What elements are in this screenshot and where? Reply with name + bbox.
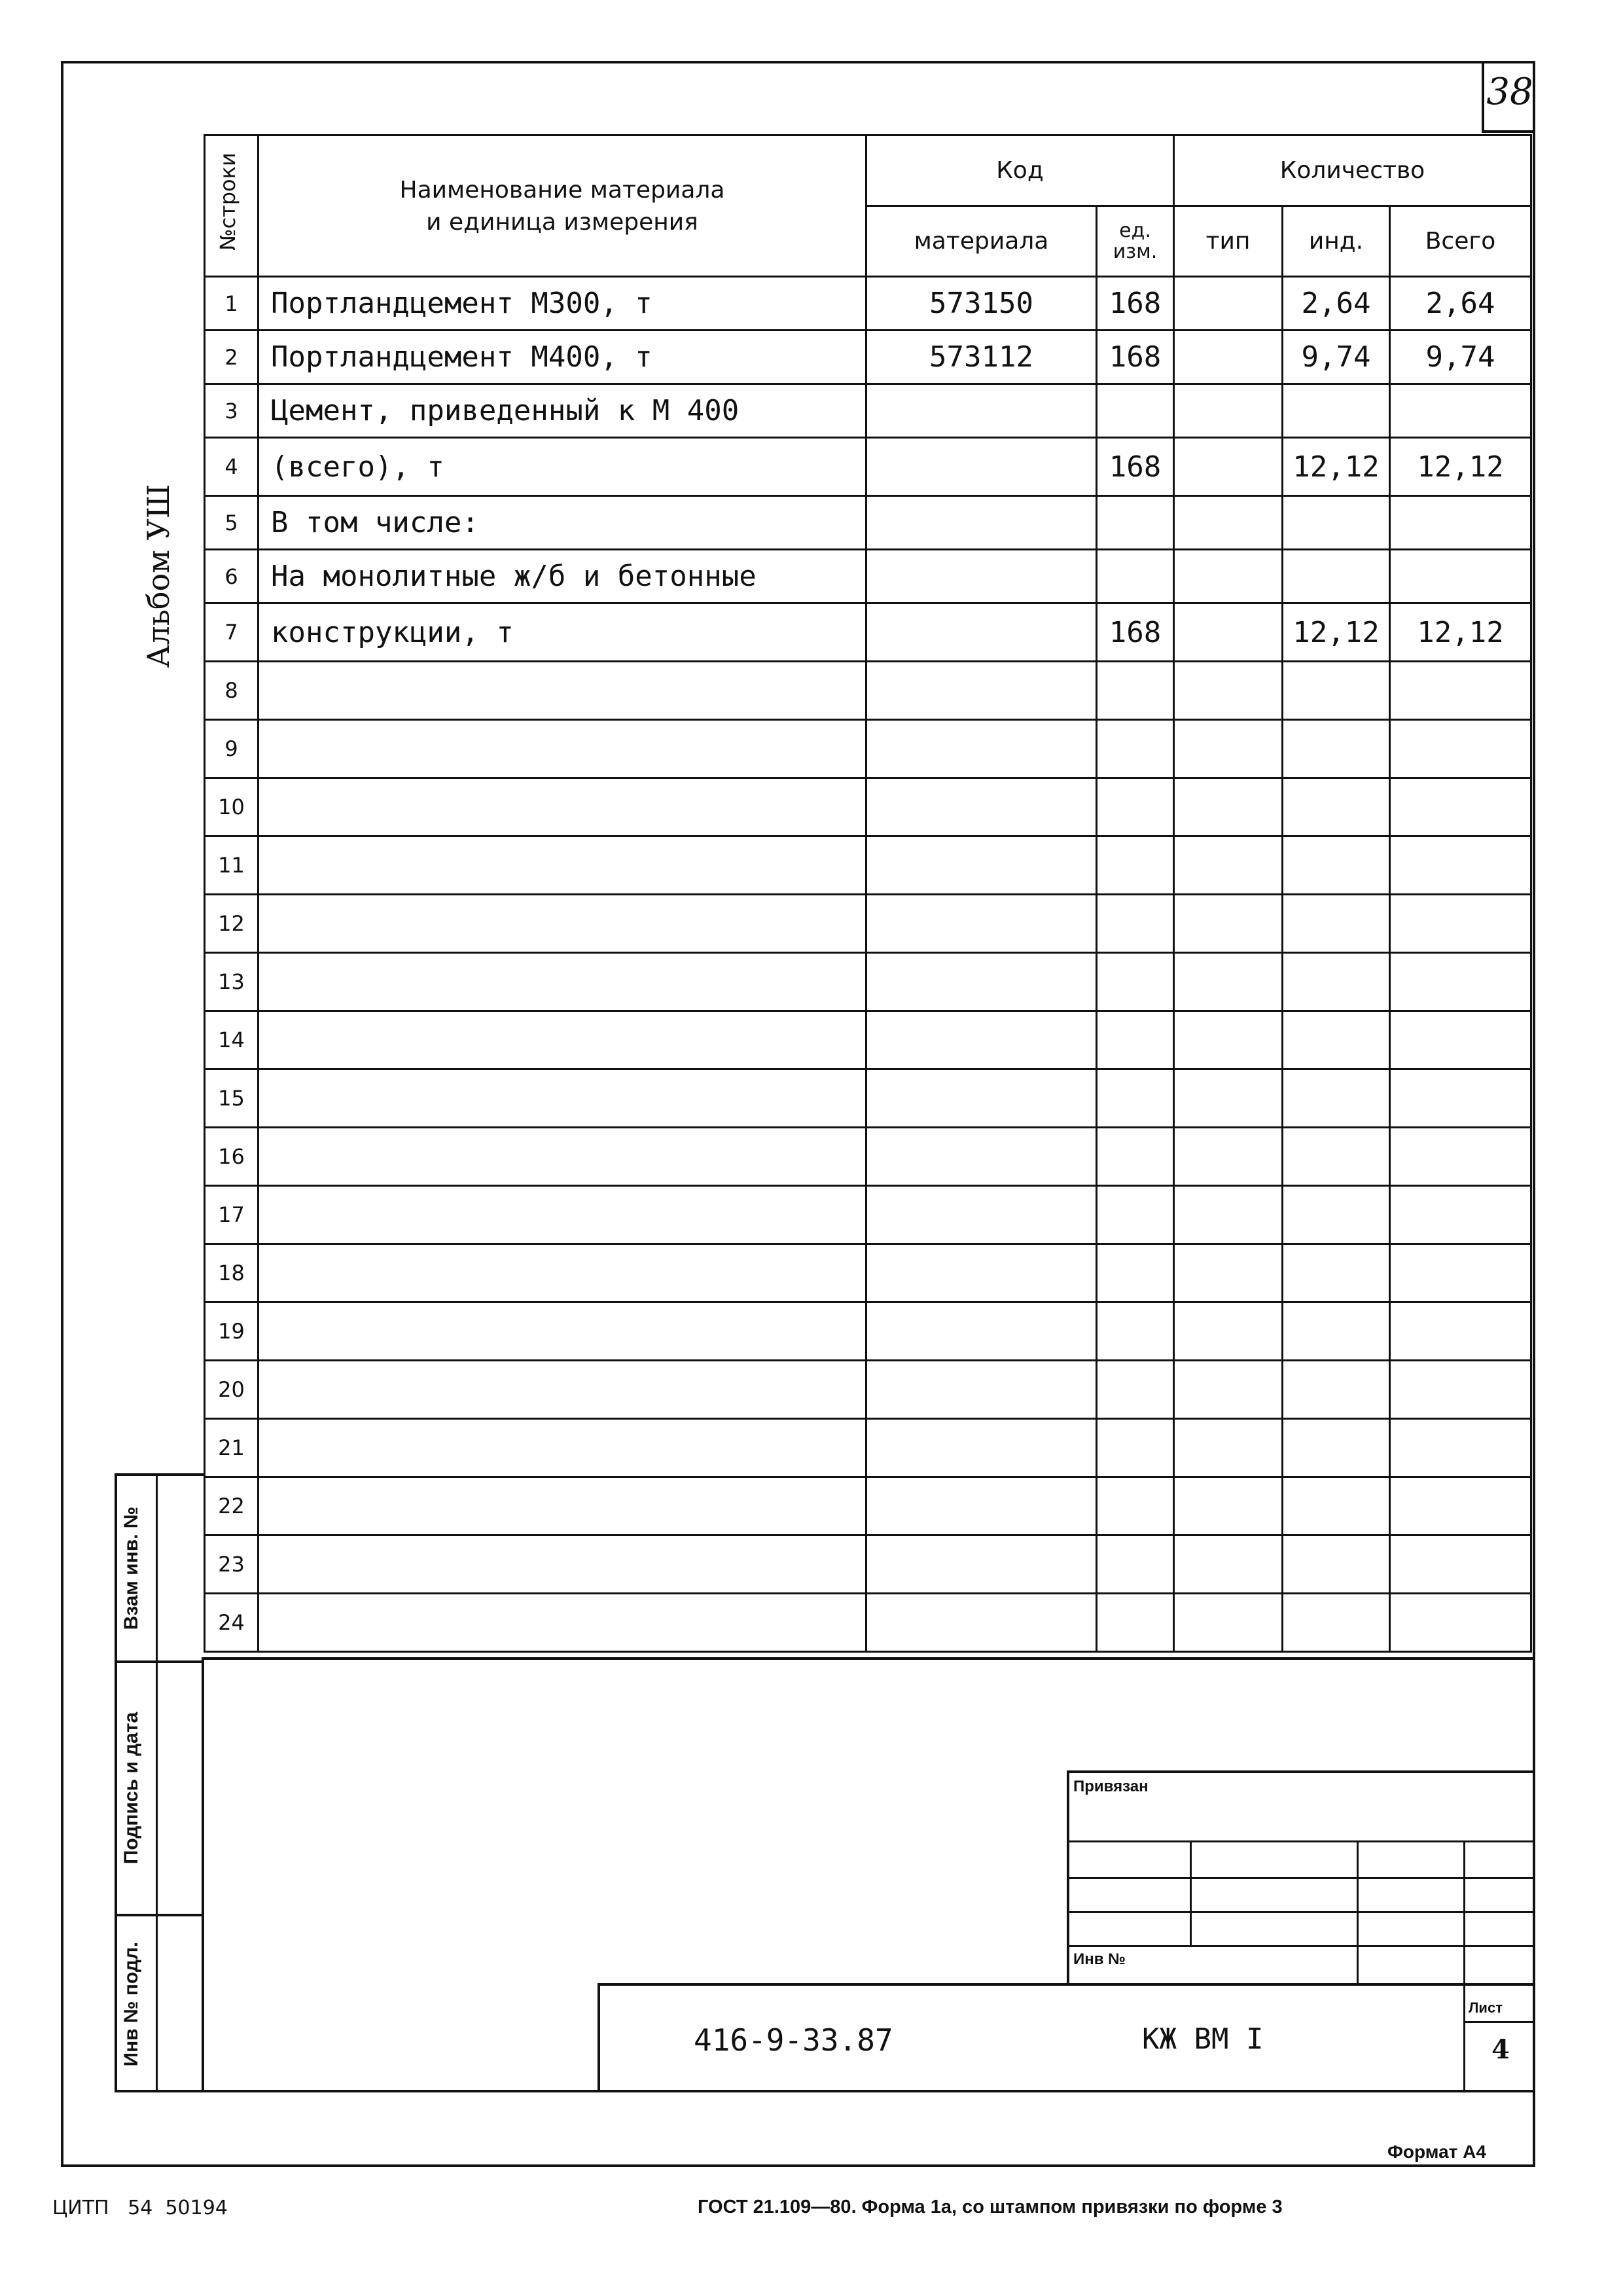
material-name-cell: Портландцемент М300, т <box>259 277 866 331</box>
row-number-cell: 24 <box>205 1594 259 1652</box>
qty-ind-cell <box>1283 1011 1390 1069</box>
table-row <box>205 1361 1531 1419</box>
unit-code-cell <box>1097 1419 1174 1477</box>
material-code-cell <box>866 895 1097 953</box>
qty-type-header: тип <box>1174 206 1283 277</box>
qty-total-cell <box>1390 1535 1531 1594</box>
qty-total-cell <box>1390 662 1531 720</box>
unit-code-header: ед. изм. <box>1097 206 1174 277</box>
table-row <box>205 953 1531 1011</box>
name-header <box>259 135 866 277</box>
material-code-cell <box>866 1069 1097 1128</box>
qty-total-cell <box>1390 1069 1531 1128</box>
left-footer-code: ЦИТП 54 50194 <box>52 2197 228 2219</box>
qty-type-cell <box>1174 1244 1283 1302</box>
row-number-cell: 2 <box>205 331 259 384</box>
material-code-cell <box>866 1361 1097 1419</box>
material-code-cell <box>866 1186 1097 1244</box>
material-code-cell <box>866 1302 1097 1361</box>
row-number-cell: 4 <box>205 438 259 496</box>
unit-code-cell <box>1097 662 1174 720</box>
qty-total-cell: 2,64 <box>1390 277 1531 331</box>
material-name-cell <box>259 720 866 778</box>
material-name-cell <box>259 1011 866 1069</box>
material-code-cell <box>866 550 1097 603</box>
bottom-left-border <box>202 1657 204 2092</box>
material-code-cell <box>866 1594 1097 1652</box>
table-row <box>205 331 1531 384</box>
sidebar-divider-1 <box>115 1660 204 1663</box>
doc-mark: КЖ ВМ I <box>1142 2022 1264 2056</box>
row-number-cell: 12 <box>205 895 259 953</box>
material-name-cell: (всего), т <box>259 438 866 496</box>
stamp-vline-1 <box>1190 1840 1192 1947</box>
qty-ind-cell <box>1283 662 1390 720</box>
qty-total-cell <box>1390 496 1531 550</box>
material-name-cell: Портландцемент М400, т <box>259 331 866 384</box>
qty-ind-cell: 9,74 <box>1283 331 1390 384</box>
material-code-cell <box>866 438 1097 496</box>
qty-ind-cell <box>1283 895 1390 953</box>
unit-code-cell <box>1097 1594 1174 1652</box>
qty-ind-cell: 12,12 <box>1283 438 1390 496</box>
table-row <box>205 496 1531 550</box>
row-num-header-cell <box>205 135 259 277</box>
row-num-header: №строки <box>215 152 240 251</box>
table-row <box>205 1535 1531 1594</box>
material-code-cell <box>866 1244 1097 1302</box>
table-row <box>205 662 1531 720</box>
material-name-cell: Цемент, приведенный к М 400 <box>259 384 866 438</box>
qty-ind-cell <box>1283 496 1390 550</box>
qty-ind-cell <box>1283 953 1390 1011</box>
qty-total-cell: 12,12 <box>1390 438 1531 496</box>
material-code-cell <box>866 1477 1097 1535</box>
material-name-cell <box>259 1244 866 1302</box>
material-name-cell <box>259 1302 866 1361</box>
row-number-cell: 3 <box>205 384 259 438</box>
table-row <box>205 836 1531 895</box>
material-code-cell <box>866 953 1097 1011</box>
inv-no-label: Инв № <box>1073 1950 1126 1968</box>
material-name-cell <box>259 662 866 720</box>
qty-type-cell <box>1174 836 1283 895</box>
unit-code-cell <box>1097 1186 1174 1244</box>
table-row <box>205 1011 1531 1069</box>
qty-total-cell <box>1390 1186 1531 1244</box>
table-row <box>205 384 1531 438</box>
qty-total-cell <box>1390 1419 1531 1477</box>
qty-type-cell <box>1174 1477 1283 1535</box>
qty-total-cell: 9,74 <box>1390 331 1531 384</box>
unit-code-cell <box>1097 1361 1174 1419</box>
qty-total-cell <box>1390 1477 1531 1535</box>
table-row <box>205 1186 1531 1244</box>
qty-ind-cell <box>1283 720 1390 778</box>
row-number-cell: 16 <box>205 1128 259 1186</box>
table-row <box>205 1128 1531 1186</box>
row-number-cell: 19 <box>205 1302 259 1361</box>
row-number-cell: 9 <box>205 720 259 778</box>
qty-total-cell: 12,12 <box>1390 603 1531 662</box>
row-number-cell: 8 <box>205 662 259 720</box>
material-code-cell: 573112 <box>866 331 1097 384</box>
material-name-cell <box>259 953 866 1011</box>
material-code-cell: 573150 <box>866 277 1097 331</box>
unit-code-cell <box>1097 1011 1174 1069</box>
code-group-header: Код <box>866 135 1174 206</box>
qty-group-header: Количество <box>1174 135 1531 206</box>
material-name-cell <box>259 778 866 836</box>
bottom-area <box>202 1657 1535 1660</box>
table-row <box>205 603 1531 662</box>
row-number-cell: 18 <box>205 1244 259 1302</box>
row-number-cell: 21 <box>205 1419 259 1477</box>
qty-ind-cell <box>1283 1477 1390 1535</box>
qty-type-cell <box>1174 384 1283 438</box>
qty-type-cell <box>1174 1361 1283 1419</box>
qty-ind-header: инд. <box>1283 206 1390 277</box>
qty-total-cell <box>1390 1128 1531 1186</box>
unit-code-cell <box>1097 550 1174 603</box>
unit-code-cell <box>1097 895 1174 953</box>
sidebar-vzam-inv: Взам инв. № <box>120 1506 142 1630</box>
sheet-number: 4 <box>1491 2034 1510 2065</box>
material-name-cell: На монолитные ж/б и бетонные <box>259 550 866 603</box>
material-name-cell <box>259 1535 866 1594</box>
qty-total-cell <box>1390 836 1531 895</box>
qty-type-cell <box>1174 953 1283 1011</box>
material-name-cell <box>259 1069 866 1128</box>
qty-total-header: Всего <box>1390 206 1531 277</box>
table-row <box>205 1477 1531 1535</box>
unit-code-cell <box>1097 1069 1174 1128</box>
qty-total-cell <box>1390 895 1531 953</box>
qty-total-cell <box>1390 384 1531 438</box>
qty-type-cell <box>1174 603 1283 662</box>
row-number-cell: 11 <box>205 836 259 895</box>
row-number-cell: 5 <box>205 496 259 550</box>
qty-type-cell <box>1174 1069 1283 1128</box>
material-code-header: материала <box>866 206 1097 277</box>
unit-code-cell: 168 <box>1097 277 1174 331</box>
material-code-cell <box>866 1128 1097 1186</box>
row-number-cell: 14 <box>205 1011 259 1069</box>
unit-code-cell <box>1097 953 1174 1011</box>
qty-type-cell <box>1174 895 1283 953</box>
qty-type-cell <box>1174 496 1283 550</box>
row-number-cell: 22 <box>205 1477 259 1535</box>
material-code-cell <box>866 603 1097 662</box>
unit-code-cell: 168 <box>1097 438 1174 496</box>
stamp-vline-2 <box>1357 1840 1359 1985</box>
unit-code-cell: 168 <box>1097 603 1174 662</box>
qty-ind-cell: 12,12 <box>1283 603 1390 662</box>
qty-type-cell <box>1174 1302 1283 1361</box>
material-code-cell <box>866 1419 1097 1477</box>
qty-total-cell <box>1390 720 1531 778</box>
sidebar-inv-podl: Инв № подл. <box>120 1941 142 2067</box>
qty-type-cell <box>1174 1011 1283 1069</box>
material-code-cell <box>866 496 1097 550</box>
qty-ind-cell <box>1283 778 1390 836</box>
privyazan-label: Привязан <box>1073 1778 1149 1795</box>
material-code-cell <box>866 1011 1097 1069</box>
material-code-cell <box>866 778 1097 836</box>
qty-ind-cell: 2,64 <box>1283 277 1390 331</box>
qty-ind-cell <box>1283 1419 1390 1477</box>
unit-code-cell <box>1097 1477 1174 1535</box>
table-row <box>205 778 1531 836</box>
qty-ind-cell <box>1283 836 1390 895</box>
material-name-cell <box>259 1128 866 1186</box>
unit-code-cell <box>1097 836 1174 895</box>
material-code-cell <box>866 1535 1097 1594</box>
qty-type-cell <box>1174 331 1283 384</box>
qty-total-cell <box>1390 550 1531 603</box>
material-name-cell <box>259 1477 866 1535</box>
row-number-cell: 1 <box>205 277 259 331</box>
material-name-cell <box>259 836 866 895</box>
row-number-cell: 23 <box>205 1535 259 1594</box>
material-name-cell <box>259 1419 866 1477</box>
row-number-cell: 10 <box>205 778 259 836</box>
sheet-label: Лист <box>1469 2000 1503 2016</box>
stamp-vline-3 <box>1463 1840 1465 1985</box>
table-row <box>205 438 1531 496</box>
materials-table <box>204 134 1532 1653</box>
row-number-cell: 7 <box>205 603 259 662</box>
row-number-cell: 17 <box>205 1186 259 1244</box>
material-code-cell <box>866 720 1097 778</box>
qty-total-cell <box>1390 1594 1531 1652</box>
qty-ind-cell <box>1283 1128 1390 1186</box>
qty-type-cell <box>1174 1535 1283 1594</box>
material-code-cell <box>866 836 1097 895</box>
album-label: Альбом УШ <box>141 484 176 668</box>
qty-total-cell <box>1390 778 1531 836</box>
qty-ind-cell <box>1283 1069 1390 1128</box>
qty-ind-cell <box>1283 1361 1390 1419</box>
qty-total-cell <box>1390 1011 1531 1069</box>
header-row-1 <box>205 135 1531 206</box>
material-name-cell <box>259 895 866 953</box>
unit-code-cell <box>1097 384 1174 438</box>
material-code-cell <box>866 662 1097 720</box>
qty-total-cell <box>1390 1302 1531 1361</box>
unit-code-cell <box>1097 496 1174 550</box>
material-name-cell: В том числе: <box>259 496 866 550</box>
row-number-cell: 20 <box>205 1361 259 1419</box>
qty-ind-cell <box>1283 1244 1390 1302</box>
table-row <box>205 1244 1531 1302</box>
row-number-cell: 6 <box>205 550 259 603</box>
unit-code-cell <box>1097 1535 1174 1594</box>
unit-code-cell <box>1097 1302 1174 1361</box>
qty-type-cell <box>1174 778 1283 836</box>
qty-ind-cell <box>1283 550 1390 603</box>
material-name-cell <box>259 1594 866 1652</box>
sheet-cell-divider <box>1463 1983 1465 2092</box>
page-number: 38 <box>1486 71 1533 113</box>
qty-total-cell <box>1390 1361 1531 1419</box>
qty-type-cell <box>1174 1186 1283 1244</box>
material-code-cell <box>866 384 1097 438</box>
qty-ind-cell <box>1283 1535 1390 1594</box>
table-row <box>205 1594 1531 1652</box>
gost-footer: ГОСТ 21.109—80. Форма 1а, со штампом привязки по форме 3 <box>698 2197 1283 2217</box>
material-name-cell <box>259 1186 866 1244</box>
unit-code-cell <box>1097 1244 1174 1302</box>
unit-code-cell <box>1097 778 1174 836</box>
qty-type-cell <box>1174 438 1283 496</box>
qty-type-cell <box>1174 277 1283 331</box>
qty-ind-cell <box>1283 1302 1390 1361</box>
row-number-cell: 15 <box>205 1069 259 1128</box>
table-row <box>205 895 1531 953</box>
table-row <box>205 1069 1531 1128</box>
table-row <box>205 1419 1531 1477</box>
qty-total-cell <box>1390 953 1531 1011</box>
qty-ind-cell <box>1283 1594 1390 1652</box>
qty-type-cell <box>1174 550 1283 603</box>
table-row <box>205 550 1531 603</box>
table-row <box>205 1302 1531 1361</box>
qty-ind-cell <box>1283 384 1390 438</box>
material-name-cell <box>259 1361 866 1419</box>
name-header-line1: Наименование материала <box>399 176 725 204</box>
unit-code-cell <box>1097 720 1174 778</box>
table-row <box>205 277 1531 331</box>
qty-type-cell <box>1174 1419 1283 1477</box>
sidebar-col-divider <box>156 1473 158 2092</box>
material-name-cell: конструкции, т <box>259 603 866 662</box>
format-label: Формат А4 <box>1387 2142 1486 2162</box>
qty-type-cell <box>1174 720 1283 778</box>
qty-type-cell <box>1174 662 1283 720</box>
qty-type-cell <box>1174 1128 1283 1186</box>
sidebar-podpis-data: Подпись и дата <box>120 1712 142 1865</box>
row-number-cell: 13 <box>205 953 259 1011</box>
table-row <box>205 720 1531 778</box>
name-header-line2: и единица измерения <box>426 208 698 236</box>
doc-code: 416-9-33.87 <box>694 2022 893 2058</box>
unit-code-cell: 168 <box>1097 331 1174 384</box>
unit-code-cell <box>1097 1128 1174 1186</box>
qty-ind-cell <box>1283 1186 1390 1244</box>
qty-type-cell <box>1174 1594 1283 1652</box>
qty-total-cell <box>1390 1244 1531 1302</box>
sheet-label-line <box>1463 2021 1535 2023</box>
